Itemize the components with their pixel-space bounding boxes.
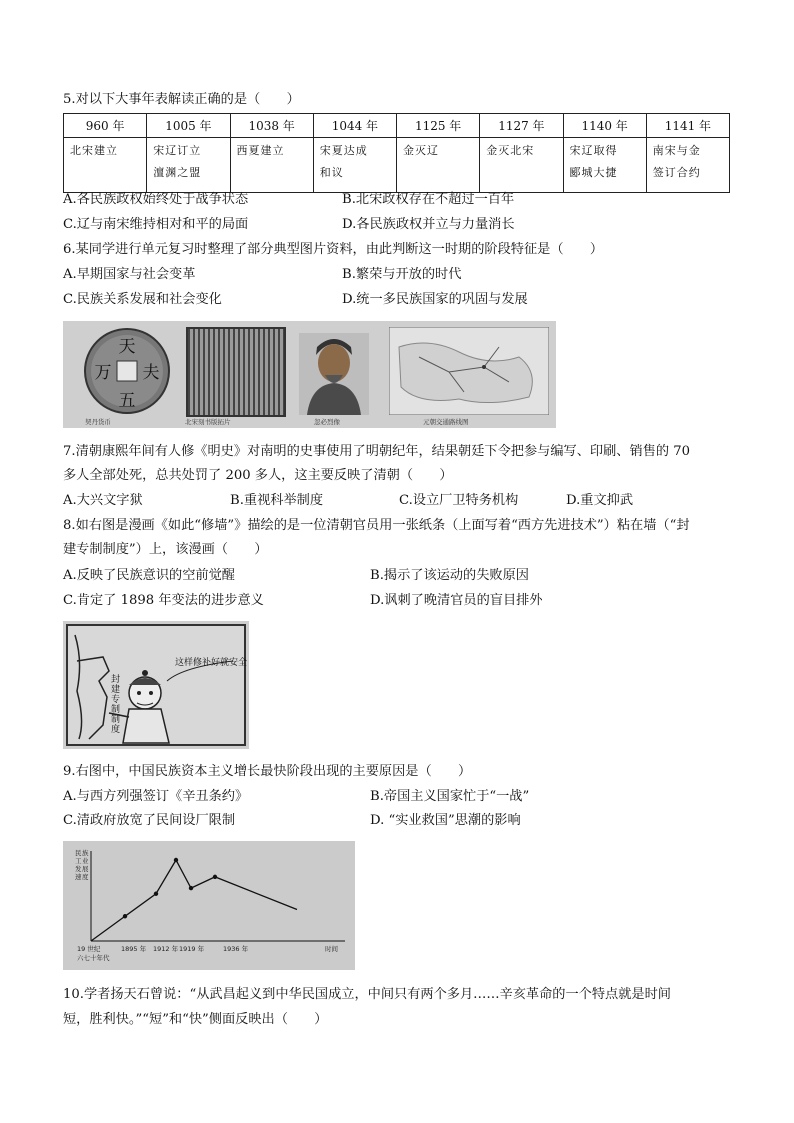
q5-option-c[interactable]: C.辽与南宋维持相对和平的局面 <box>63 217 249 232</box>
event-cell <box>480 138 563 193</box>
industry-growth-chart <box>63 841 355 970</box>
event-cell <box>230 138 313 193</box>
q8-option-d[interactable]: D.讽刺了晚清官员的盲目排外 <box>370 593 543 608</box>
year-cell: 1140 年 <box>563 114 646 138</box>
image-caption: 元朝交通路线图 <box>423 418 469 426</box>
y-axis-label-char: 族 <box>82 849 89 857</box>
event-cell <box>397 138 480 193</box>
q10-stem-line2: 短，胜利快。”“短”和“快”侧面反映出（ ） <box>63 1012 328 1027</box>
year-cell: 1125 年 <box>397 114 480 138</box>
q8-stem-line1: 8.如右图是漫画《如此“修墙”》描绘的是一位清朝官员用一张纸条（上面写着“西方先进技术”）粘在墙（“封 <box>63 518 690 533</box>
event-text: 宋夏达成 和议 <box>319 144 368 179</box>
coin-char: 五 <box>118 391 136 411</box>
year-cell: 960 年 <box>64 114 147 138</box>
coin-char: 夫 <box>142 363 160 383</box>
q10-stem-line1: 10.学者扬天石曾说：“从武昌起义到中华民国成立，中间只有两个多月……辛亥革命的一个特点就是时间 <box>63 987 671 1002</box>
q6-option-d[interactable]: D.统一多民族国家的巩固与发展 <box>342 292 528 307</box>
q5-option-a[interactable]: A.各民族政权始终处于战争状态 <box>63 192 249 207</box>
q8-option-a[interactable]: A.反映了民族意识的空前觉醒 <box>63 568 235 583</box>
q6-stem: 6.某同学进行单元复习时整理了部分典型图片资料，由此判断这一时期的阶段特征是（ ） <box>63 242 604 257</box>
q9-chart-image <box>63 841 355 970</box>
event-text: 南宋与金 签订合约 <box>652 144 701 179</box>
data-point <box>123 914 127 918</box>
q8-cartoon-image <box>63 621 249 749</box>
y-axis-label-char: 发 <box>75 865 82 873</box>
x-tick-label: 1936 年 <box>223 945 249 953</box>
event-text: 金灭北宋 <box>486 144 535 157</box>
event-text: 金灭辽 <box>403 144 439 157</box>
data-point <box>154 892 158 896</box>
x-tick-label: 1895 年 <box>121 945 147 953</box>
q6-option-b[interactable]: B.繁荣与开放的时代 <box>342 267 462 282</box>
q6-option-a[interactable]: A.早期国家与社会变革 <box>63 267 196 282</box>
image-caption: 忽必烈像 <box>314 418 340 426</box>
q7-option-d[interactable]: D.重文抑武 <box>566 493 634 508</box>
x-tick-label: 时间 <box>325 945 338 953</box>
cartoon-wall-text: 封建专制制度 <box>111 675 121 735</box>
table-row-events <box>64 138 730 193</box>
event-cell <box>64 138 147 193</box>
coin-char: 天 <box>118 337 136 357</box>
data-point <box>174 858 178 862</box>
q7-stem-line1: 7.清朝康熙年间有人修《明史》对南明的史事使用了明朝纪年，结果朝廷下令把参与编写、印刷、销售的 70 <box>63 444 690 459</box>
x-tick-label: 19 世纪 <box>77 945 101 953</box>
y-axis-label-char: 展 <box>82 865 89 873</box>
y-axis-label-char: 民 <box>75 849 82 857</box>
portrait-image <box>299 333 369 415</box>
data-point <box>213 875 217 879</box>
x-tick-label: 六七十年代 <box>77 954 110 962</box>
event-text: 西夏建立 <box>236 144 285 157</box>
year-cell: 1044 年 <box>313 114 396 138</box>
y-axis-label-char: 度 <box>82 873 89 881</box>
printing-rubbing-image <box>186 327 286 417</box>
event-text: 北宋建立 <box>70 144 118 157</box>
q7-option-a[interactable]: A.大兴文字狱 <box>63 493 143 508</box>
event-text: 宋辽取得 郾城大捷 <box>569 144 618 179</box>
q8-option-c[interactable]: C.肯定了 1898 年变法的进步意义 <box>63 593 264 608</box>
event-cell <box>147 138 230 193</box>
image-caption: 北宋刻书版拓片 <box>185 418 231 426</box>
year-cell: 1038 年 <box>230 114 313 138</box>
cartoon-drawing <box>63 621 249 749</box>
event-cell <box>563 138 646 193</box>
event-text: 宋辽订立 澶渊之盟 <box>153 144 202 179</box>
cartoon-speech-text: 这样修补好就安全 <box>175 658 248 668</box>
year-cell: 1127 年 <box>480 114 563 138</box>
y-axis-label-char: 速 <box>75 873 82 881</box>
q5-stem: 5.对以下大事年表解读正确的是（ ） <box>63 92 300 107</box>
x-tick-label: 1919 年 <box>179 945 205 953</box>
q8-stem-line2: 建专制制度”）上，该漫画（ ） <box>63 542 268 557</box>
table-row-years <box>64 114 730 138</box>
q9-option-a[interactable]: A.与西方列强签订《辛丑条约》 <box>63 789 249 804</box>
q9-option-c[interactable]: C.清政府放宽了民间设厂限制 <box>63 813 236 828</box>
x-tick-label: 1912 年 <box>153 945 179 953</box>
q7-stem-line2: 多人全部处死，总共处罚了 200 多人，这主要反映了清朝（ ） <box>63 468 453 483</box>
coin-char: 万 <box>94 363 112 383</box>
year-cell: 1005 年 <box>147 114 230 138</box>
q9-stem: 9.右图中，中国民族资本主义增长最快阶段出现的主要原因是（ ） <box>63 764 472 779</box>
coin-image <box>71 326 183 416</box>
q7-option-c[interactable]: C.设立厂卫特务机构 <box>399 493 519 508</box>
q9-option-b[interactable]: B.帝国主义国家忙于“一战” <box>370 789 530 804</box>
q5-option-b[interactable]: B.北宋政权存在不超过一百年 <box>342 192 515 207</box>
event-cell <box>313 138 396 193</box>
data-point <box>189 886 193 890</box>
q5-option-d[interactable]: D.各民族政权并立与力量消长 <box>342 217 515 232</box>
q9-option-d[interactable]: D. “实业救国”思潮的影响 <box>370 813 521 828</box>
event-timeline-table <box>63 113 730 193</box>
y-axis-label-char: 工 <box>75 857 82 865</box>
event-cell <box>646 138 729 193</box>
q6-picture-strip <box>63 321 556 428</box>
series-line <box>91 860 297 941</box>
q8-option-b[interactable]: B.揭示了该运动的失败原因 <box>370 568 529 583</box>
image-caption: 契丹货币 <box>85 418 111 426</box>
q7-option-b[interactable]: B.重视科举制度 <box>230 493 324 508</box>
route-map-image <box>389 327 549 415</box>
y-axis-label-char: 业 <box>82 857 89 865</box>
year-cell: 1141 年 <box>646 114 729 138</box>
q6-option-c[interactable]: C.民族关系发展和社会变化 <box>63 292 222 307</box>
